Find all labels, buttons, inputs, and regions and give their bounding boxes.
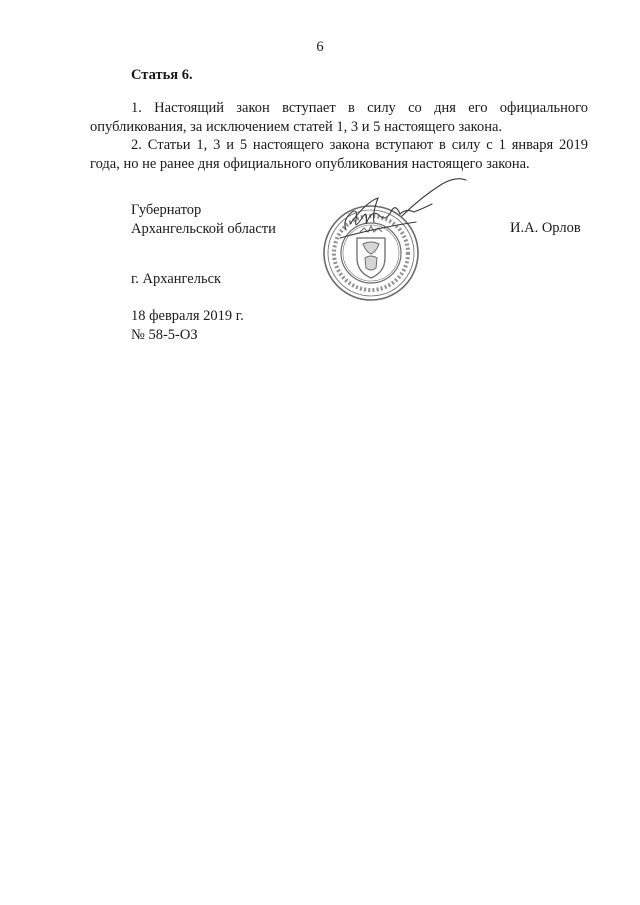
document-details: [131, 307, 244, 345]
official-seal: [324, 206, 418, 300]
governor-title: [131, 201, 276, 239]
city: г. Архангельск: [131, 271, 222, 287]
page-number: 6: [316, 39, 324, 55]
governor-title-line-1: Губернатор: [131, 202, 202, 218]
governor-name: И.А. Орлов: [510, 220, 581, 236]
seal-and-signature: [316, 178, 486, 308]
article-heading: Статья 6.: [131, 67, 193, 83]
article-paragraph-2: 2. Статьи 1, 3 и 5 настоящего закона вступают в силу с 1 января 2019 года, но не ранее дня официального опубликования настоящего закона.: [90, 137, 588, 172]
document-date: 18 февраля 2019 г.: [131, 308, 244, 324]
article-paragraph-1: 1. Настоящий закон вступает в силу со дня его официального опубликования, за исключением статей 1, 3 и 5 настоящего закона.: [90, 100, 588, 135]
document-number: № 58-5-ОЗ: [131, 327, 198, 343]
seal-stamp-image: [316, 178, 486, 308]
governor-title-line-2: Архангельской области: [131, 221, 276, 237]
